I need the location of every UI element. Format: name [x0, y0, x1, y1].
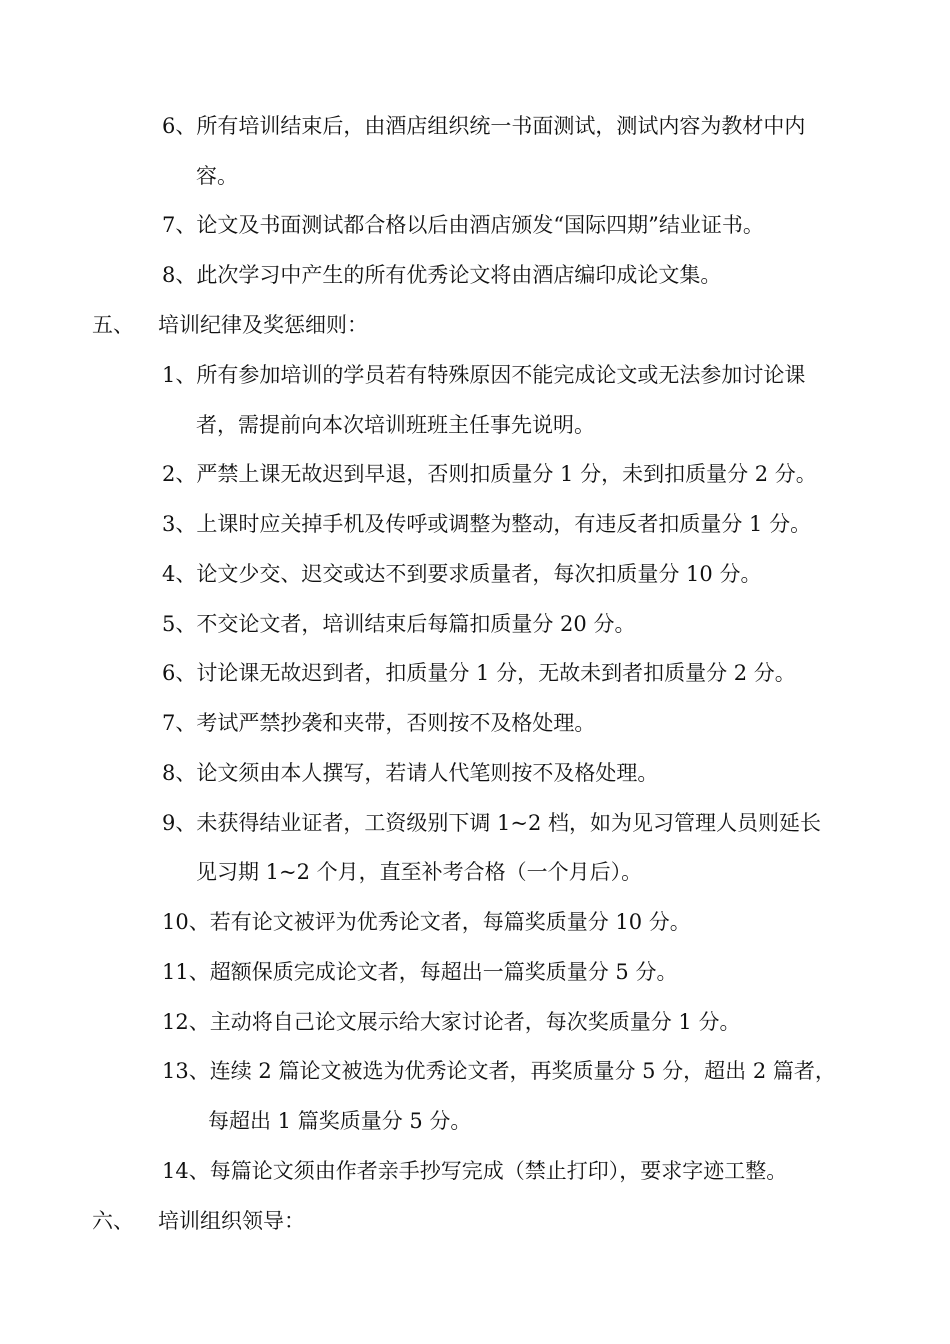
item-text: 不交论文者，培训结束后每篇扣质量分 20 分。 [196, 612, 636, 636]
item-number: 10、 [162, 910, 210, 934]
item-number: 7、 [162, 711, 197, 735]
item-number: 2、 [162, 462, 197, 486]
list-item [162, 509, 811, 539]
item-number: 1、 [162, 363, 197, 387]
item-text: 未获得结业证者，工资级别下调 1~2 档，如为见习管理人员则延长 [196, 811, 822, 835]
item-number: 14、 [162, 1159, 210, 1183]
list-item [162, 111, 805, 141]
list-item [162, 808, 821, 838]
list-item [162, 758, 658, 788]
item-number: 13、 [162, 1059, 210, 1083]
item-number: 6、 [162, 661, 197, 685]
list-item [162, 609, 635, 639]
item-text: 见习期 1~2 个月，直至补考合格（一个月后）。 [196, 860, 643, 884]
list-item [162, 1056, 836, 1086]
item-text: 讨论课无故迟到者，扣质量分 1 分，无故未到者扣质量分 2 分。 [196, 661, 796, 685]
item-text: 所有培训结束后，由酒店组织统一书面测试，测试内容为教材中内 [196, 114, 806, 138]
list-item [162, 658, 796, 688]
section-title: 培训纪律及奖惩细则： [158, 313, 368, 337]
item-number: 6、 [162, 114, 197, 138]
list-item [162, 559, 761, 589]
item-text: 容。 [196, 164, 238, 188]
section-title: 培训组织领导： [158, 1209, 305, 1233]
list-item-continuation [196, 857, 642, 887]
item-text: 每超出 1 篇奖质量分 5 分。 [208, 1109, 472, 1133]
item-text: 每篇论文须由作者亲手抄写完成（禁止打印），要求字迹工整。 [209, 1159, 788, 1183]
item-text: 此次学习中产生的所有优秀论文将由酒店编印成论文集。 [196, 263, 722, 287]
list-item [162, 210, 764, 240]
item-number: 9、 [162, 811, 197, 835]
list-item [162, 260, 721, 290]
item-text: 严禁上课无故迟到早退，否则扣质量分 1 分，未到扣质量分 2 分。 [196, 462, 817, 486]
item-number: 11、 [162, 960, 210, 984]
item-number: 8、 [162, 761, 197, 785]
list-item [162, 1156, 787, 1186]
section-number: 五、 [92, 313, 134, 337]
item-text: 论文少交、迟交或达不到要求质量者，每次扣质量分 10 分。 [196, 562, 762, 586]
item-number: 5、 [162, 612, 197, 636]
section-number: 六、 [92, 1209, 134, 1233]
item-text: 者，需提前向本次培训班班主任事先说明。 [196, 413, 595, 437]
list-item-continuation [196, 410, 595, 440]
item-text: 若有论文被评为优秀论文者，每篇奖质量分 10 分。 [209, 910, 691, 934]
list-item [162, 708, 595, 738]
list-item [162, 1007, 740, 1037]
list-item [162, 459, 817, 489]
item-number: 3、 [162, 512, 197, 536]
item-text: 考试严禁抄袭和夹带，否则按不及格处理。 [196, 711, 596, 735]
list-item [162, 907, 691, 937]
item-text: 论文须由本人撰写，若请人代笔则按不及格处理。 [196, 761, 659, 785]
item-number: 7、 [162, 213, 197, 237]
list-item-continuation [196, 161, 238, 191]
item-number: 4、 [162, 562, 197, 586]
list-item [162, 360, 805, 390]
item-text: 上课时应关掉手机及传呼或调整为整动，有违反者扣质量分 1 分。 [196, 512, 812, 536]
item-text: 所有参加培训的学员若有特殊原因不能完成论文或无法参加讨论课 [196, 363, 806, 387]
item-text: 主动将自己论文展示给大家讨论者，每次奖质量分 1 分。 [209, 1010, 741, 1034]
item-number: 12、 [162, 1010, 210, 1034]
item-text: 连续 2 篇论文被选为优秀论文者，再奖质量分 5 分，超出 2 篇者， [209, 1059, 836, 1083]
item-text: 论文及书面测试都合格以后由酒店颁发“国际四期”结业证书。 [196, 213, 764, 237]
item-number: 8、 [162, 263, 197, 287]
list-item-continuation [208, 1106, 471, 1136]
item-text: 超额保质完成论文者，每超出一篇奖质量分 5 分。 [209, 960, 678, 984]
list-item [162, 957, 677, 987]
